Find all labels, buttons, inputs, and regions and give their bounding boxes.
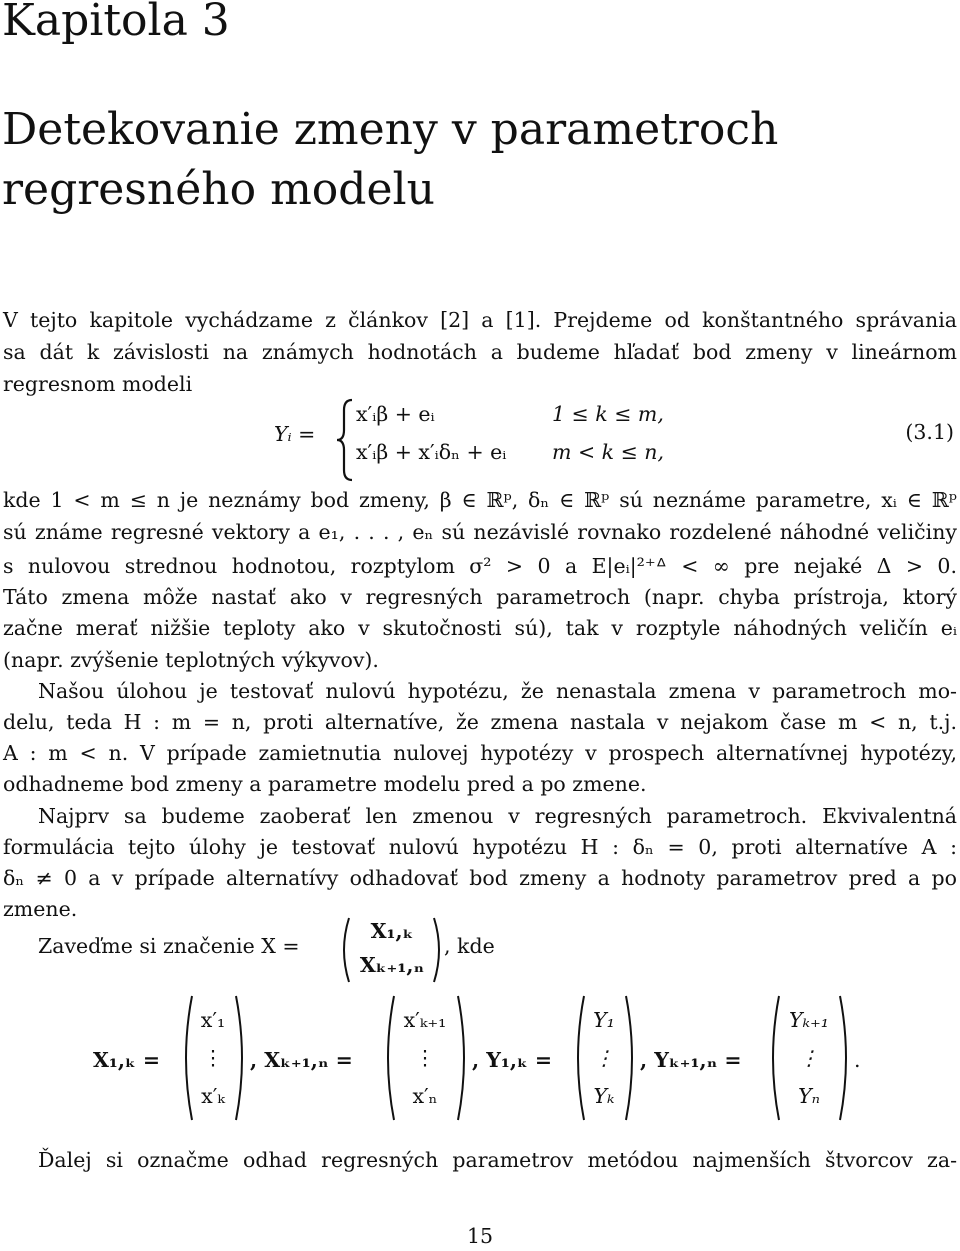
body-text-line: kde 1 < m ≤ n je neznámy bod zmeny, β ∈ ℝᵖ, δₙ ∈ ℝᵖ sú neznáme parametre, xᵢ ∈ ℝᵖ <box>3 488 957 512</box>
matrix-cell: x′ₙ <box>412 1084 438 1108</box>
matrix-column <box>777 1001 841 1115</box>
body-text-line: delu, teda H : m = n, proti alternatíve, že zmena nastala v nejakom čase m < n, t.j. <box>3 710 957 734</box>
right-paren <box>234 994 250 1122</box>
chapter-title: Detekovanie zmeny v parametroch regresného modelu <box>2 104 779 215</box>
matrix-cell: x′₁ <box>200 1008 226 1032</box>
matrix-X-column <box>348 914 436 982</box>
case1-condition: 1 ≤ k ≤ m, <box>552 402 664 426</box>
page-number: 15 <box>466 1224 494 1248</box>
body-text-line: sa dát k závislosti na známych hodnotách a budeme hľadať bod zmeny v lineárnom <box>3 340 957 364</box>
matrix-cell: ⋮ <box>414 1046 436 1070</box>
matrix-column <box>392 1001 458 1115</box>
matrices-end: . <box>854 1048 861 1072</box>
matrix-cell: Y₁ <box>593 1008 615 1032</box>
body-text-line: začne merať nižšie teploty ako v skutočnosti sú), tak v rozptyle náhodných veličín eᵢ <box>3 616 957 640</box>
body-text-line: V tejto kapitole vychádzame z článkov [2] a [1]. Prejdeme od konštantného správania <box>3 308 957 332</box>
matrix-X-bottom: Xₖ₊₁,ₙ <box>359 953 425 977</box>
matrix-cell: Yₖ <box>593 1084 615 1108</box>
matrix-X-top: X₁,ₖ <box>370 919 414 943</box>
case2-condition: m < k ≤ n, <box>552 440 664 464</box>
body-text-line: (napr. zvýšenie teplotných výkyvov). <box>3 648 379 672</box>
matrix-cell: ⋮ <box>593 1046 615 1070</box>
matrix-cell: Yₖ₊₁ <box>788 1008 830 1032</box>
body-text-line: s nulovou strednou hodnotou, rozptylom σ² > 0 a E|eᵢ|²⁺ᐞ < ∞ pre nejaké Δ > 0. <box>3 554 957 578</box>
matrix-label: , Yₖ₊₁,ₙ = <box>640 1048 742 1072</box>
body-text-line: zmene. <box>3 897 78 921</box>
equation-lhs: Yᵢ = <box>274 422 316 446</box>
case1-expression: x′ᵢβ + eᵢ <box>356 402 435 426</box>
matrix-column <box>582 1001 626 1115</box>
definition-text: Zaveďme si značenie X = <box>38 934 300 958</box>
matrix-label: , Y₁,ₖ = <box>472 1048 553 1072</box>
body-text-line: Najprv sa budeme zaoberať len zmenou v regresných parametroch. Ekvivalentná <box>38 804 957 828</box>
body-text-line: odhadneme bod zmeny a parametre modelu pred a po zmene. <box>3 772 647 796</box>
matrix-label: X₁,ₖ = <box>93 1048 161 1072</box>
matrix-label: , Xₖ₊₁,ₙ = <box>250 1048 353 1072</box>
definition-text-end: , kde <box>444 934 495 958</box>
matrix-cell: x′ₖ <box>201 1084 225 1108</box>
matrix-cell: Yₙ <box>798 1084 820 1108</box>
body-text-line: formulácia tejto úlohy je testovať nulovú hypotézu H : δₙ = 0, proti alternatíve A : <box>3 835 957 859</box>
body-text-line: regresnom modeli <box>3 372 193 396</box>
left-brace <box>334 398 356 482</box>
case2-expression: x′ᵢβ + x′ᵢδₙ + eᵢ <box>356 440 507 464</box>
body-text-line: Táto zmena môže nastať ako v regresných parametroch (napr. chyba prístroja, ktorý <box>3 585 957 609</box>
matrix-cell: ⋮ <box>202 1046 224 1070</box>
right-paren <box>838 994 854 1122</box>
matrix-cell: ⋮ <box>798 1046 820 1070</box>
body-text-line: sú známe regresné vektory a e₁, . . . , eₙ sú nezávislé rovnako rozdelené náhodné veličiny <box>3 520 957 544</box>
right-paren <box>624 994 640 1122</box>
body-text-line: Našou úlohou je testovať nulovú hypotézu, že nenastala zmena v parametroch mo- <box>38 679 957 703</box>
matrix-cell: x′ₖ₊₁ <box>403 1008 447 1032</box>
chapter-label: Kapitola 3 <box>2 0 230 46</box>
equation-number: (3.1) <box>905 420 954 444</box>
body-text-line: Ďalej si označme odhad regresných parametrov metódou najmenších štvorcov za- <box>38 1148 957 1172</box>
right-paren <box>456 994 472 1122</box>
matrix-column <box>190 1001 236 1115</box>
body-text-line: δₙ ≠ 0 a v prípade alternatívy odhadovať bod zmeny a hodnoty parametrov pred a po <box>3 866 957 890</box>
body-text-line: A : m < n. V prípade zamietnutia nulovej hypotézy v prospech alternatívnej hypotézy, <box>3 741 957 765</box>
